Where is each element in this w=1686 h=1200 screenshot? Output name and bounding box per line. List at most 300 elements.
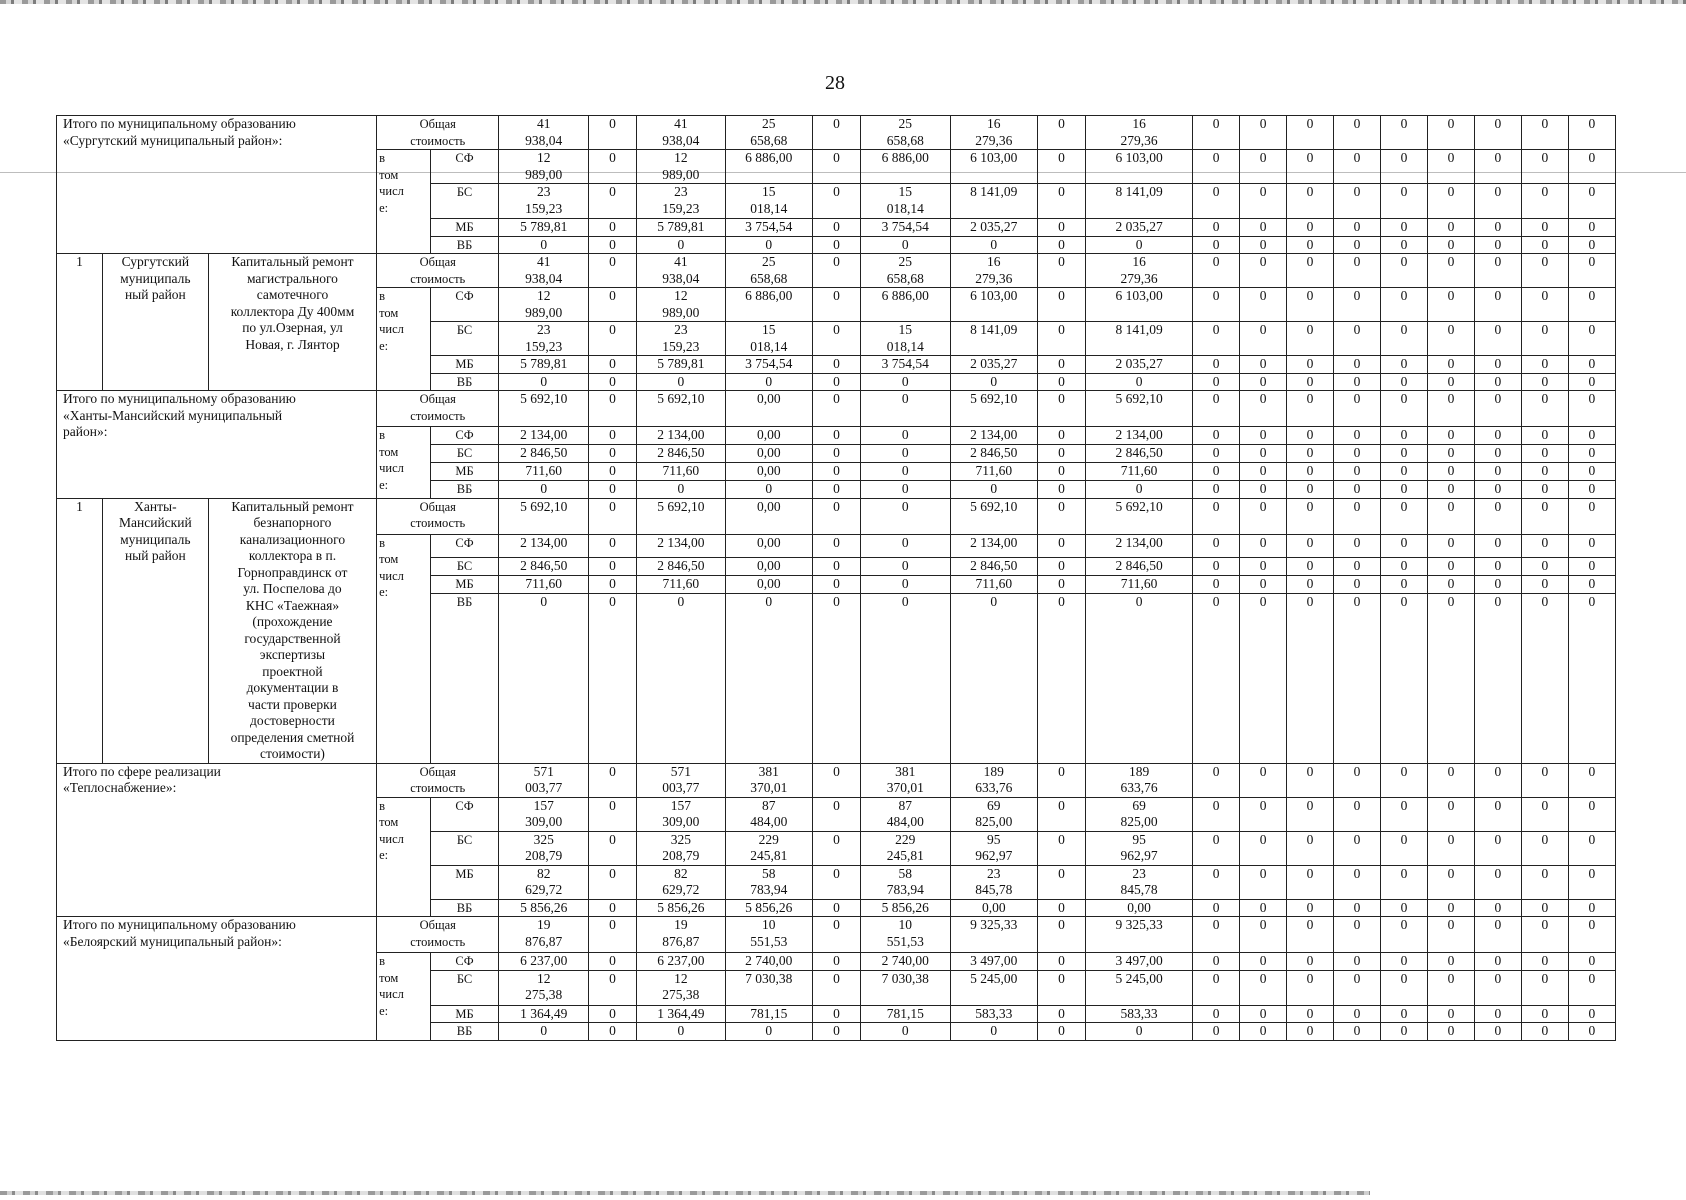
value-cell xyxy=(1334,797,1381,831)
value-cell xyxy=(1521,445,1568,463)
value-cell xyxy=(1287,1005,1334,1023)
value-text: 711,60 xyxy=(662,463,700,478)
value-cell xyxy=(1037,1023,1085,1041)
value-cell xyxy=(1474,427,1521,445)
including-label-line: е: xyxy=(379,477,389,492)
value-cell xyxy=(637,184,725,219)
value-text: 0 xyxy=(1353,865,1361,881)
value-text: 0 xyxy=(1400,254,1408,269)
value-cell xyxy=(812,1023,860,1041)
value-text: 0 xyxy=(901,534,909,550)
value-text: 2 035,27 xyxy=(1115,219,1163,234)
value-cell xyxy=(1086,150,1193,184)
value-text: 0 xyxy=(609,593,616,609)
total-cost-label-line: стоимость xyxy=(410,781,466,795)
value-cell xyxy=(725,236,812,254)
value-text: 0 xyxy=(833,184,840,199)
value-cell xyxy=(1086,797,1193,831)
value-text: 0 xyxy=(1259,445,1267,460)
value-text: 0 xyxy=(1135,236,1143,252)
value-text: 711,60 xyxy=(525,575,563,591)
work-description-line: достоверности xyxy=(250,713,335,728)
value-text: 0 xyxy=(1259,1023,1267,1038)
value-cell xyxy=(1193,865,1240,899)
value-text: 018,14 xyxy=(750,200,788,216)
value-text: 0 xyxy=(990,593,998,609)
value-text: 0 xyxy=(1135,593,1143,609)
value-text: 5 692,10 xyxy=(520,498,568,514)
value-text: 2 846,50 xyxy=(520,557,568,573)
value-cell xyxy=(589,498,637,534)
value-cell xyxy=(1193,593,1240,763)
value-text: 8 141,09 xyxy=(970,184,1018,199)
district-name-line: Мансийский xyxy=(119,515,192,530)
value-cell xyxy=(1193,575,1240,593)
value-cell xyxy=(1086,322,1193,356)
value-cell xyxy=(861,865,951,899)
value-text: 711,60 xyxy=(1120,575,1158,591)
value-cell xyxy=(1474,797,1521,831)
value-cell xyxy=(637,899,725,917)
total-cost-label-line: Общая xyxy=(419,764,456,779)
value-text: 0 xyxy=(1058,498,1065,514)
value-text: 370,01 xyxy=(886,780,924,795)
value-text: 0 xyxy=(1494,498,1502,514)
value-cell xyxy=(1193,481,1240,499)
value-text: 0,00 xyxy=(756,575,781,591)
value-text: 0 xyxy=(1058,831,1065,847)
value-cell xyxy=(1474,865,1521,899)
value-cell xyxy=(1521,1023,1568,1041)
value-cell xyxy=(589,356,637,374)
value-cell xyxy=(1427,498,1474,534)
value-text: 0 xyxy=(1494,865,1502,881)
value-text: 0 xyxy=(1058,236,1065,252)
value-text: 3 754,54 xyxy=(881,356,929,371)
value-text: 0 xyxy=(833,763,840,779)
value-text: 0 xyxy=(833,288,840,303)
value-text: 0 xyxy=(1306,373,1314,389)
value-cell xyxy=(499,322,589,356)
value-text: 0 xyxy=(1212,763,1220,779)
value-text: 0 xyxy=(1494,1023,1502,1038)
section-title-line: Итого по муниципальному образованию xyxy=(63,391,296,406)
value-text: 783,94 xyxy=(886,882,924,897)
value-text: 2 740,00 xyxy=(881,953,929,968)
value-cell xyxy=(1474,373,1521,391)
value-text: 95 xyxy=(987,831,1001,847)
value-text: 0 xyxy=(833,1005,840,1021)
value-cell xyxy=(1334,427,1381,445)
value-cell xyxy=(637,498,725,534)
value-text: 0 xyxy=(1306,391,1314,406)
work-description-line: экспертизы xyxy=(259,647,326,662)
value-cell xyxy=(1037,797,1085,831)
total-cost-label xyxy=(377,763,499,797)
value-text: 0 xyxy=(609,831,616,847)
value-cell xyxy=(1240,150,1287,184)
value-text: 0 xyxy=(1306,970,1314,986)
value-cell xyxy=(725,557,812,575)
value-text: 0 xyxy=(1541,391,1549,406)
value-cell xyxy=(812,970,860,1005)
value-cell xyxy=(950,899,1037,917)
value-text: 0 xyxy=(1447,498,1455,514)
value-cell xyxy=(950,219,1037,237)
value-cell xyxy=(725,445,812,463)
including-label-line: е: xyxy=(379,585,389,599)
value-text: 0 xyxy=(765,481,773,496)
value-text: 0 xyxy=(833,445,840,460)
value-text: 0 xyxy=(833,373,840,389)
value-cell xyxy=(1427,481,1474,499)
work-description xyxy=(208,254,376,391)
value-cell xyxy=(725,150,812,184)
value-text: 0 xyxy=(609,498,616,514)
including-label-line: том xyxy=(379,970,399,985)
value-cell xyxy=(1521,184,1568,219)
value-text: 0 xyxy=(901,463,909,478)
value-text: 58 xyxy=(762,865,776,881)
value-cell xyxy=(637,391,725,427)
value-cell xyxy=(1427,1005,1474,1023)
value-cell xyxy=(1521,219,1568,237)
value-text: 0 xyxy=(1212,236,1220,252)
value-cell xyxy=(1427,797,1474,831)
value-cell xyxy=(1380,593,1427,763)
funding-source: ВБ xyxy=(430,236,499,254)
value-text: 658,68 xyxy=(886,132,924,148)
value-cell xyxy=(1240,373,1287,391)
value-text: 003,77 xyxy=(662,780,700,795)
value-cell xyxy=(1427,557,1474,575)
value-text: 781,15 xyxy=(750,1005,788,1021)
value-text: 0 xyxy=(1541,356,1549,371)
value-cell xyxy=(725,288,812,322)
value-text: 0 xyxy=(677,481,685,496)
value-text: 0 xyxy=(1259,427,1267,442)
value-cell xyxy=(589,534,637,557)
value-cell xyxy=(950,865,1037,899)
value-cell xyxy=(1334,498,1381,534)
value-cell xyxy=(499,288,589,322)
value-text: 0 xyxy=(1494,322,1502,337)
value-text: 2 846,50 xyxy=(1115,557,1163,573)
value-cell xyxy=(861,953,951,971)
value-cell xyxy=(1521,763,1568,797)
value-text: 0 xyxy=(1058,445,1065,460)
value-cell xyxy=(725,575,812,593)
value-text: 0 xyxy=(1353,427,1361,442)
value-cell xyxy=(1193,557,1240,575)
district-name-line: ный район xyxy=(124,287,186,302)
value-text: 5 856,26 xyxy=(520,899,568,915)
total-cost-label-line: Общая xyxy=(419,392,456,406)
value-text: 0 xyxy=(677,236,685,252)
section-title xyxy=(57,917,377,1041)
value-cell xyxy=(499,557,589,575)
value-text: 0 xyxy=(1259,391,1267,406)
value-text: 0 xyxy=(1400,391,1408,406)
value-text: 0 xyxy=(1400,763,1408,779)
value-text: 629,72 xyxy=(525,882,563,897)
value-cell xyxy=(950,481,1037,499)
value-cell xyxy=(1568,1005,1615,1023)
value-text: 0 xyxy=(1306,219,1314,234)
value-text: 0 xyxy=(1588,557,1596,573)
value-text: 23 xyxy=(536,322,551,337)
value-text: 0 xyxy=(1588,373,1596,389)
value-cell xyxy=(1380,373,1427,391)
value-text: 2 740,00 xyxy=(745,953,793,968)
value-text: 0 xyxy=(1494,970,1502,986)
value-cell xyxy=(589,463,637,481)
value-text: 0 xyxy=(609,427,616,442)
value-text: 0 xyxy=(1494,557,1502,573)
value-cell xyxy=(950,427,1037,445)
value-text: 159,23 xyxy=(662,200,700,216)
value-cell xyxy=(861,1023,951,1041)
value-text: 0 xyxy=(609,463,616,478)
value-text: 0 xyxy=(901,373,909,389)
value-text: 6 103,00 xyxy=(970,288,1018,303)
value-cell xyxy=(1380,236,1427,254)
value-cell xyxy=(1568,445,1615,463)
value-cell xyxy=(1474,498,1521,534)
value-text: 0 xyxy=(1058,797,1065,813)
total-cost-label-line: Общая xyxy=(419,117,456,131)
value-cell xyxy=(1521,373,1568,391)
value-text: 0 xyxy=(1494,917,1502,932)
value-cell xyxy=(1240,575,1287,593)
value-cell xyxy=(861,373,951,391)
value-text: 0 xyxy=(1588,797,1596,813)
value-cell xyxy=(1380,463,1427,481)
value-cell xyxy=(812,593,860,763)
value-text: 0 xyxy=(1588,356,1596,371)
value-text: 0,00 xyxy=(756,391,781,406)
value-cell xyxy=(499,236,589,254)
value-cell xyxy=(1287,557,1334,575)
value-text: 19 xyxy=(674,917,688,932)
value-cell xyxy=(861,481,951,499)
value-cell xyxy=(1193,219,1240,237)
work-description-line: самотечного xyxy=(256,287,329,302)
value-text: 2 035,27 xyxy=(970,219,1018,234)
value-text: 0 xyxy=(609,219,616,234)
value-text: 208,79 xyxy=(662,848,700,863)
funding-source: СФ xyxy=(430,288,499,322)
value-text: 0 xyxy=(1058,575,1065,591)
value-cell xyxy=(1086,899,1193,917)
value-text: 0 xyxy=(609,116,616,131)
including-label-line: е: xyxy=(379,338,389,353)
value-cell xyxy=(1380,917,1427,953)
including-label-line: е: xyxy=(379,1003,389,1018)
funding-source: СФ xyxy=(430,150,499,184)
value-text: 0 xyxy=(1058,373,1065,389)
value-cell xyxy=(1521,116,1568,150)
value-cell xyxy=(1427,831,1474,865)
value-text: 0 xyxy=(1058,1005,1065,1021)
value-text: 0 xyxy=(1353,557,1361,573)
value-cell xyxy=(1380,481,1427,499)
value-cell xyxy=(1380,356,1427,374)
district-name-line: муниципаль xyxy=(120,270,191,286)
value-cell xyxy=(1521,236,1568,254)
value-text: 0 xyxy=(1212,481,1220,496)
value-text: 6 103,00 xyxy=(1115,150,1163,165)
value-text: 0 xyxy=(1353,593,1361,609)
value-text: 16 xyxy=(1132,116,1146,131)
including-label xyxy=(377,534,431,763)
value-cell xyxy=(589,831,637,865)
value-cell xyxy=(1568,391,1615,427)
value-text: 0,00 xyxy=(756,427,781,442)
value-cell xyxy=(1086,356,1193,374)
value-text: 989,00 xyxy=(525,166,563,182)
value-cell xyxy=(1427,534,1474,557)
value-cell xyxy=(1193,797,1240,831)
value-text: 1 364,49 xyxy=(657,1005,705,1021)
value-cell xyxy=(589,970,637,1005)
value-text: 0 xyxy=(1058,463,1065,478)
value-text: 0 xyxy=(1306,498,1314,514)
value-text: 0,00 xyxy=(756,534,781,550)
value-text: 0 xyxy=(1212,1005,1220,1021)
value-cell xyxy=(1380,391,1427,427)
work-description-line: (прохождение xyxy=(252,614,333,629)
value-cell xyxy=(1521,831,1568,865)
value-text: 0 xyxy=(609,953,616,968)
value-cell xyxy=(1521,322,1568,356)
funding-source: ВБ xyxy=(430,593,499,763)
value-text: 0 xyxy=(1541,797,1549,813)
value-cell xyxy=(1037,534,1085,557)
value-text: 0 xyxy=(1259,481,1267,496)
value-text: 0 xyxy=(1058,865,1065,881)
work-description-line: Горноправдинск от xyxy=(237,564,348,580)
value-text: 0 xyxy=(609,575,616,591)
value-text: 0 xyxy=(765,373,773,389)
funding-source: БС xyxy=(430,184,499,219)
value-text: 10 xyxy=(762,917,776,932)
value-cell xyxy=(1287,373,1334,391)
value-text: 0 xyxy=(1353,481,1361,496)
funding-table xyxy=(56,115,1616,1041)
value-cell xyxy=(499,184,589,219)
value-cell xyxy=(1474,184,1521,219)
value-text: 5 692,10 xyxy=(657,498,705,514)
value-cell xyxy=(725,427,812,445)
including-label-line: в xyxy=(379,428,385,442)
value-cell xyxy=(812,865,860,899)
value-cell xyxy=(1240,391,1287,427)
value-cell xyxy=(725,254,812,288)
value-text: 0 xyxy=(1400,1023,1408,1038)
value-text: 3 754,54 xyxy=(745,219,793,234)
value-cell xyxy=(1086,219,1193,237)
value-cell xyxy=(1037,865,1085,899)
value-text: 0 xyxy=(1259,150,1267,165)
value-cell xyxy=(1037,593,1085,763)
value-text: 0 xyxy=(1259,184,1267,199)
value-text: 12 xyxy=(536,970,551,986)
value-cell xyxy=(1240,322,1287,356)
value-text: 0 xyxy=(1541,150,1549,165)
value-cell xyxy=(1037,1005,1085,1023)
value-cell xyxy=(1427,373,1474,391)
value-cell xyxy=(1240,899,1287,917)
value-text: 381 xyxy=(895,763,916,779)
value-text: 711,60 xyxy=(662,575,700,591)
value-cell xyxy=(1334,150,1381,184)
value-text: 2 035,27 xyxy=(970,356,1018,371)
work-description-line: КНС «Таежная» xyxy=(245,597,340,613)
value-cell xyxy=(725,1023,812,1041)
value-text: 0 xyxy=(1541,498,1549,514)
value-text: 82 xyxy=(674,865,688,881)
total-cost-label xyxy=(377,498,499,534)
value-text: 0 xyxy=(1400,236,1408,252)
value-cell xyxy=(589,557,637,575)
total-cost-label-line: Общая xyxy=(419,499,456,514)
value-cell xyxy=(1521,498,1568,534)
work-description xyxy=(208,498,376,763)
value-text: 0 xyxy=(1494,481,1502,496)
value-cell xyxy=(812,917,860,953)
value-text: 0 xyxy=(1588,463,1596,478)
value-text: 0 xyxy=(1259,1005,1267,1021)
value-text: 5 856,26 xyxy=(881,899,929,915)
value-cell xyxy=(499,445,589,463)
value-cell xyxy=(812,391,860,427)
value-text: 309,00 xyxy=(662,814,700,829)
value-cell xyxy=(725,219,812,237)
value-text: 0 xyxy=(833,391,840,406)
value-cell xyxy=(1334,254,1381,288)
value-text: 0 xyxy=(901,391,909,406)
value-text: 0 xyxy=(1494,1005,1502,1021)
value-cell xyxy=(1287,219,1334,237)
value-text: 0 xyxy=(1588,498,1596,514)
value-cell xyxy=(725,184,812,219)
value-cell xyxy=(1334,1005,1381,1023)
value-cell xyxy=(1086,116,1193,150)
value-cell xyxy=(589,445,637,463)
value-text: 0 xyxy=(1353,831,1361,847)
value-cell xyxy=(950,970,1037,1005)
value-cell xyxy=(1334,953,1381,971)
value-cell xyxy=(1086,534,1193,557)
value-cell xyxy=(637,322,725,356)
value-cell xyxy=(499,831,589,865)
value-text: 0 xyxy=(1212,356,1220,371)
value-cell xyxy=(1287,481,1334,499)
value-text: 0 xyxy=(1400,1005,1408,1021)
value-cell xyxy=(1334,899,1381,917)
value-text: 0 xyxy=(833,322,840,337)
value-text: 0 xyxy=(833,899,840,915)
value-text: 82 xyxy=(536,865,551,881)
value-cell xyxy=(1037,373,1085,391)
funding-source: БС xyxy=(430,970,499,1005)
value-text: 711,60 xyxy=(975,463,1013,478)
value-cell xyxy=(1521,534,1568,557)
value-cell xyxy=(1380,953,1427,971)
work-description-line: безнапорного xyxy=(253,515,332,530)
funding-source: БС xyxy=(430,322,499,356)
